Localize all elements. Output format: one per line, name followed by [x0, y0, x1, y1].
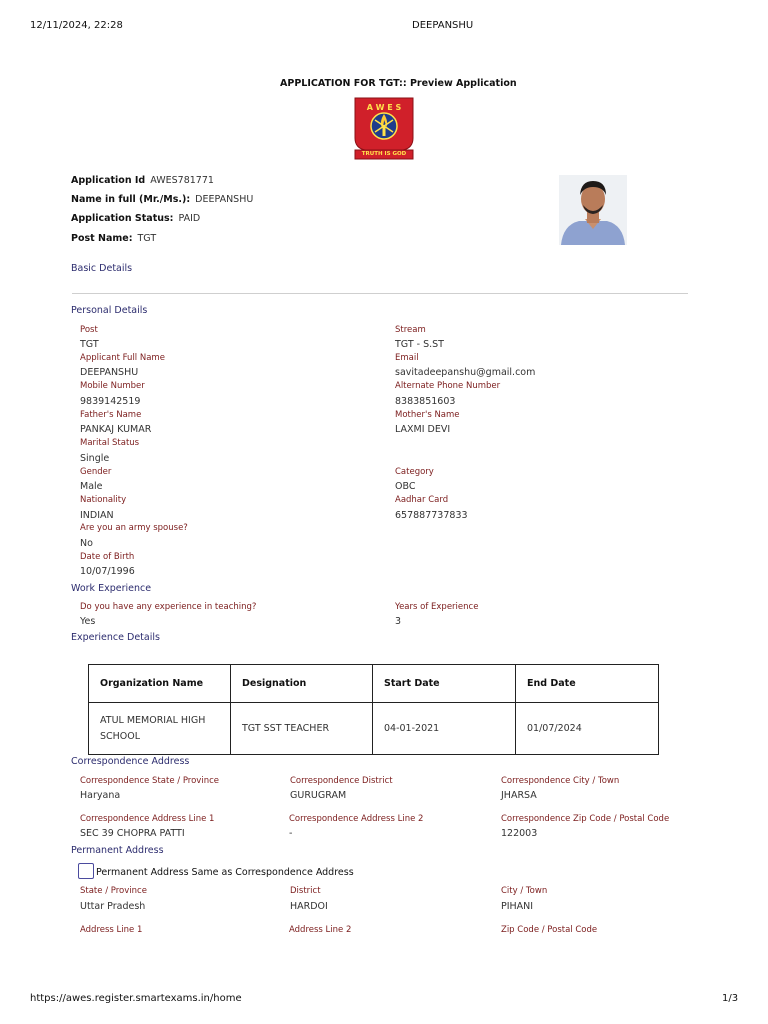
dob-value: 10/07/1996	[80, 566, 135, 577]
aadhar-value: 657887737833	[395, 510, 468, 521]
mobile-label: Mobile Number	[80, 381, 145, 391]
summary-application-id	[71, 175, 214, 186]
designation-cell: TGT SST TEACHER	[231, 703, 373, 755]
aadhar-label: Aadhar Card	[395, 495, 449, 505]
corr-zip-label: Correspondence Zip Code / Postal Code	[501, 814, 670, 824]
perm-city-value: PIHANI	[501, 901, 534, 912]
corr-line1-label: Correspondence Address Line 1	[80, 814, 215, 824]
marital-value: Single	[80, 453, 110, 464]
father-value: PANKAJ KUMAR	[80, 424, 152, 435]
table-header-row	[89, 665, 659, 703]
name-label: Name in full (Mr./Ms.):	[71, 194, 191, 205]
col-start-date: Start Date	[373, 665, 516, 703]
marital-label: Marital Status	[80, 438, 140, 448]
corr-district-value: GURUGRAM	[290, 790, 347, 801]
perm-state-label: State / Province	[80, 886, 147, 896]
print-page-number: 1/3	[722, 993, 739, 1004]
gender-label: Gender	[80, 467, 112, 477]
stream-label: Stream	[395, 325, 426, 335]
corr-state-label: Correspondence State / Province	[80, 776, 219, 786]
perm-line2-label: Address Line 2	[289, 925, 352, 935]
divider	[72, 293, 688, 294]
section-personal-details: Personal Details	[71, 305, 148, 316]
corr-line2-value: -	[289, 828, 293, 839]
print-footer-url: https://awes.register.smartexams.in/home	[30, 993, 242, 1004]
end-date-cell: 01/07/2024	[516, 703, 659, 755]
corr-line1-value: SEC 39 CHOPRA PATTI	[80, 828, 185, 839]
page-title: APPLICATION FOR TGT:: Preview Application	[280, 78, 517, 89]
corr-city-value: JHARSA	[501, 790, 537, 801]
post-value: TGT	[80, 339, 99, 350]
status-label: Application Status:	[71, 213, 174, 224]
perm-district-value: HARDOI	[290, 901, 328, 912]
col-organization-name: Organization Name	[89, 665, 231, 703]
full-name-value: DEEPANSHU	[80, 367, 139, 378]
applicant-portrait-icon	[559, 175, 627, 245]
section-work-experience: Work Experience	[71, 583, 152, 594]
experience-table	[88, 664, 659, 755]
name-value: DEEPANSHU	[195, 194, 254, 205]
corr-state-value: Haryana	[80, 790, 121, 801]
logo-motto: TRUTH IS GOD	[361, 151, 407, 157]
section-experience-details: Experience Details	[71, 632, 160, 643]
nationality-value: INDIAN	[80, 510, 114, 521]
perm-zip-label: Zip Code / Postal Code	[501, 925, 598, 935]
dob-label: Date of Birth	[80, 552, 135, 562]
start-date-cell: 04-01-2021	[373, 703, 516, 755]
nationality-label: Nationality	[80, 495, 127, 505]
post-label: Post	[80, 325, 98, 335]
application-id-value: AWES781771	[150, 175, 214, 186]
email-value: savitadeepanshu@gmail.com	[395, 367, 536, 378]
years-value: 3	[395, 616, 402, 627]
stream-value: TGT - S.ST	[395, 339, 444, 350]
summary-name	[71, 194, 253, 205]
category-value: OBC	[395, 481, 416, 492]
teaching-label: Do you have any experience in teaching?	[80, 602, 257, 612]
summary-status	[71, 213, 200, 224]
section-basic-details: Basic Details	[71, 263, 133, 274]
corr-zip-value: 122003	[501, 828, 538, 839]
corr-city-label: Correspondence City / Town	[501, 776, 620, 786]
perm-district-label: District	[290, 886, 321, 896]
perm-state-value: Uttar Pradesh	[80, 901, 146, 912]
mother-value: LAXMI DEVI	[395, 424, 451, 435]
same-as-correspondence-checkbox[interactable]	[78, 863, 94, 879]
corr-line2-label: Correspondence Address Line 2	[289, 814, 424, 824]
application-id-label: Application Id	[71, 175, 146, 186]
teaching-value: Yes	[80, 616, 96, 627]
summary-post-name	[71, 233, 156, 244]
awes-logo	[351, 94, 417, 160]
table-row	[89, 703, 659, 755]
organization-name-cell: ATUL MEMORIAL HIGH SCHOOL	[89, 703, 231, 755]
post-name-label: Post Name:	[71, 233, 133, 244]
col-end-date: End Date	[516, 665, 659, 703]
applicant-photo	[559, 175, 627, 245]
mobile-value: 9839142519	[80, 396, 141, 407]
mother-label: Mother's Name	[395, 410, 460, 420]
print-datetime: 12/11/2024, 22:28	[30, 20, 123, 31]
father-label: Father's Name	[80, 410, 142, 420]
years-label: Years of Experience	[395, 602, 479, 612]
section-correspondence-address: Correspondence Address	[71, 756, 190, 767]
army-spouse-value: No	[80, 538, 93, 549]
section-permanent-address: Permanent Address	[71, 845, 164, 856]
full-name-label: Applicant Full Name	[80, 353, 165, 363]
alt-phone-label: Alternate Phone Number	[395, 381, 501, 391]
gender-value: Male	[80, 481, 103, 492]
col-designation: Designation	[231, 665, 373, 703]
post-name-value: TGT	[137, 233, 157, 244]
email-label: Email	[395, 353, 419, 363]
perm-city-label: City / Town	[501, 886, 548, 896]
svg-text:A W E S: A W E S	[366, 103, 402, 112]
same-as-correspondence-label[interactable]: Permanent Address Same as Correspondence Address	[96, 867, 354, 878]
alt-phone-value: 8383851603	[395, 396, 456, 407]
perm-line1-label: Address Line 1	[80, 925, 143, 935]
status-value: PAID	[178, 213, 201, 224]
print-header-name: DEEPANSHU	[412, 20, 474, 31]
army-spouse-label: Are you an army spouse?	[80, 523, 188, 533]
category-label: Category	[395, 467, 434, 477]
corr-district-label: Correspondence District	[290, 776, 393, 786]
